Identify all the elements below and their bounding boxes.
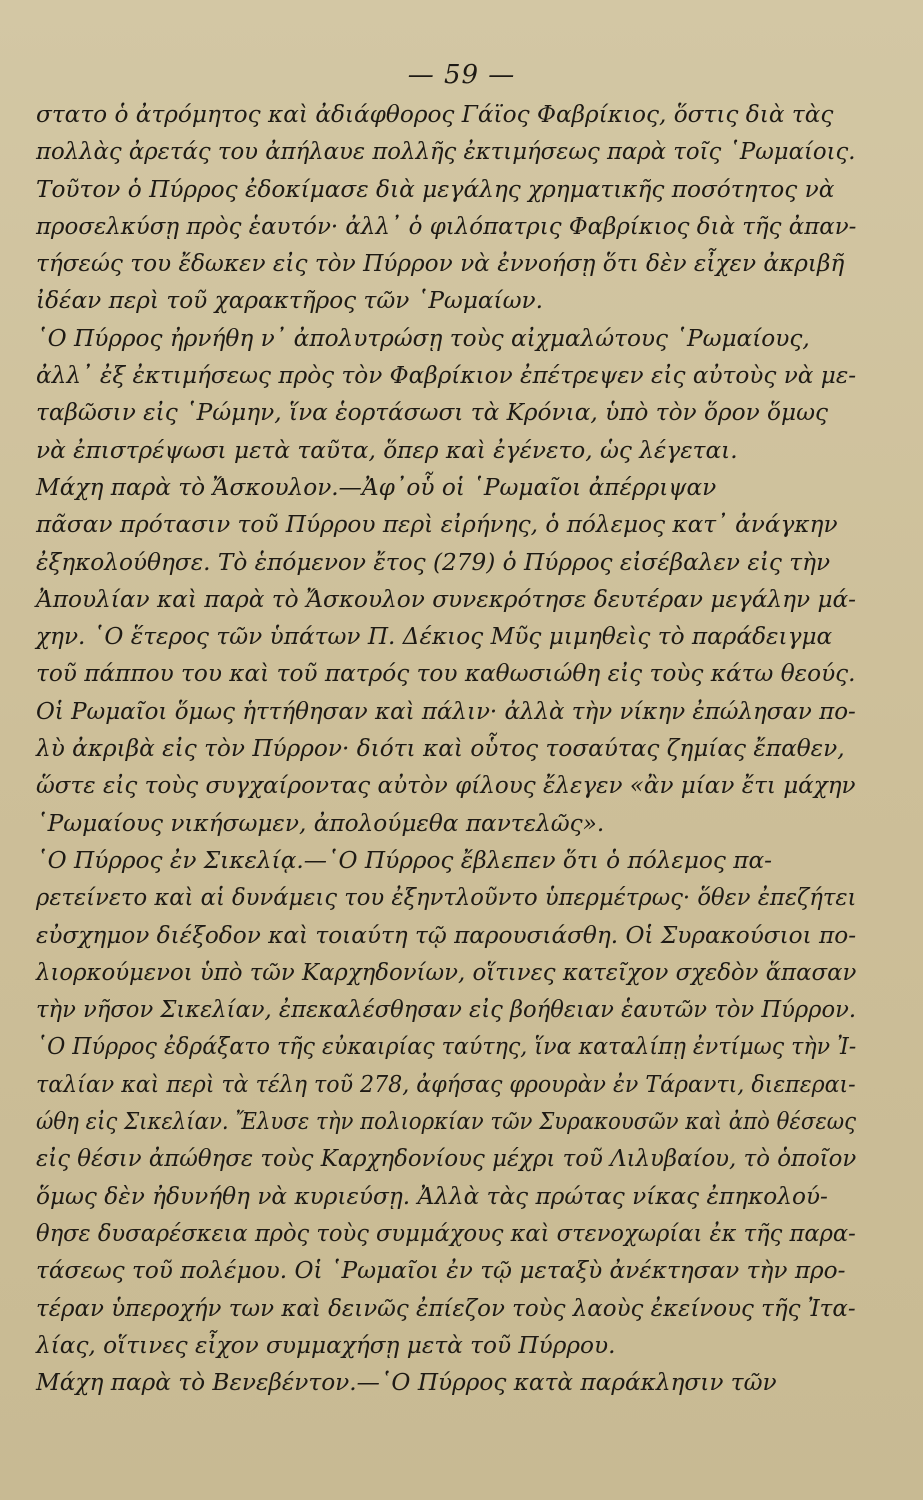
text-line: ῾Ο Πύρρος ἐν Σικελίᾳ.—῾Ο Πύρρος ἔβλεπεν ὅτι ὁ πόλεμος πα-: [36, 846, 772, 874]
text-line: νὰ ἐπιστρέψωσι μετὰ ταῦτα, ὅπερ καὶ ἐγένετο, ὡς λέγεται.: [36, 436, 738, 464]
text-line: ἀλλ᾽ ἐξ ἐκτιμήσεως πρὸς τὸν Φαβρίκιον ἐπέτρεψεν εἰς αὐτοὺς νὰ με-: [36, 362, 857, 390]
text-line: ταβῶσιν εἰς ῾Ρώμην, ἵνα ἑορτάσωσι τὰ Κρόνια, ὑπὸ τὸν ὅρον ὅμως: [36, 399, 828, 427]
text-line: εὐσχημον διέξοδον καὶ τοιαύτη τῷ παρουσιάσθη. Οἱ Συρακούσιοι πο-: [36, 921, 857, 949]
text-line: ὥστε εἰς τοὺς συγχαίροντας αὐτὸν φίλους ἔλεγεν «ἂν μίαν ἔτι μάχην: [36, 772, 856, 800]
text-line: λιορκούμενοι ὑπὸ τῶν Καρχηδονίων, οἵτινες κατεῖχον σχεδὸν ἅπασαν: [36, 958, 857, 986]
text-line: Τοῦτον ὁ Πύρρος ἐδοκίμασε διὰ μεγάλης χρηματικῆς ποσότητος νὰ: [36, 175, 835, 203]
text-line: θησε δυσαρέσκεια πρὸς τοὺς συμμάχους καὶ στενοχωρίαι ἐκ τῆς παρα-: [36, 1219, 856, 1247]
text-line: τάσεως τοῦ πολέμου. Οἱ ῾Ρωμαῖοι ἐν τῷ μεταξὺ ἀνέκτησαν τὴν προ-: [36, 1257, 846, 1285]
text-line: ῾Ο Πύρρος ἠρνήθη ν᾽ ἀπολυτρώσῃ τοὺς αἰχμαλώτους ῾Ρωμαίους,: [36, 324, 810, 352]
text-line: Μάχη παρὰ τὸ Βενεβέντον.—῾Ο Πύρρος κατὰ παράκλησιν τῶν: [36, 1369, 777, 1397]
text-line: τέραν ὑπεροχήν των καὶ δεινῶς ἐπίεζον τοὺς λαοὺς ἐκείνους τῆς Ἰτα-: [36, 1294, 856, 1322]
text-line: ἐξηκολούθησε. Τὸ ἑπόμενον ἔτος (279) ὁ Πύρρος εἰσέβαλεν εἰς τὴν: [36, 548, 831, 576]
text-line: Ἀπουλίαν καὶ παρὰ τὸ Ἄσκουλον συνεκρότησε δευτέραν μεγάλην μά-: [36, 585, 857, 613]
text-line: πολλὰς ἀρετάς του ἀπήλαυε πολλῆς ἐκτιμήσεως παρὰ τοῖς ῾Ρωμαίοις.: [36, 138, 856, 166]
text-line: στατο ὁ ἀτρόμητος καὶ ἀδιάφθορος Γάϊος Φαβρίκιος, ὅστις διὰ τὰς: [36, 101, 834, 128]
text-line: λίας, οἵτινες εἶχον συμμαχήσῃ μετὰ τοῦ Πύρρου.: [36, 1331, 616, 1359]
text-line: ῾Ρωμαίους νικήσωμεν, ἀπολούμεθα παντελῶς».: [36, 809, 605, 837]
text-line: πᾶσαν πρότασιν τοῦ Πύρρου περὶ εἰρήνης, ὁ πόλεμος κατ᾽ ἀνάγκην: [36, 511, 838, 539]
text-line: ῾Ο Πύρρος ἐδράξατο τῆς εὐκαιρίας ταύτης, ἵνα καταλίπῃ ἐντίμως τὴν Ἰ-: [36, 1033, 857, 1061]
text-line: χην. ῾Ο ἕτερος τῶν ὑπάτων Π. Δέκιος Μῦς μιμηθεὶς τὸ παράδειγμα: [36, 623, 833, 651]
text-line: ρετείνετο καὶ αἱ δυνάμεις του ἐξηντλοῦντο ὑπερμέτρως· ὅθεν ἐπεζήτει: [36, 884, 857, 912]
text-line: τήσεώς του ἔδωκεν εἰς τὸν Πύρρον νὰ ἐννοήσῃ ὅτι δὲν εἶχεν ἀκριβῆ: [36, 250, 845, 278]
text-line: ώθη εἰς Σικελίαν. Ἔλυσε τὴν πολιορκίαν τῶν Συρακουσῶν καὶ ἀπὸ θέσεως: [36, 1108, 857, 1136]
text-line: ὅμως δὲν ἠδυνήθη νὰ κυριεύσῃ. Ἀλλὰ τὰς πρώτας νίκας ἐπηκολού-: [36, 1182, 828, 1210]
text-line: Οἱ Ρωμαῖοι ὅμως ἡττήθησαν καὶ πάλιν· ἀλλὰ τὴν νίκην ἐπώλησαν πο-: [36, 697, 856, 725]
text-line: ἰδέαν περὶ τοῦ χαρακτῆρος τῶν ῾Ρωμαίων.: [36, 287, 544, 315]
text-line: τοῦ πάππου του καὶ τοῦ πατρός του καθωσιώθη εἰς τοὺς κάτω θεούς.: [36, 660, 856, 688]
page-number: — 59 —: [407, 60, 516, 90]
text-line: λὺ ἀκριβὰ εἰς τὸν Πύρρον· διότι καὶ οὗτος τοσαύτας ζημίας ἔπαθεν,: [36, 735, 845, 763]
text-line: εἰς θέσιν ἀπώθησε τοὺς Καρχηδονίους μέχρι τοῦ Λιλυβαίου, τὸ ὁποῖον: [36, 1145, 857, 1173]
text-line: τὴν νῆσον Σικελίαν, ἐπεκαλέσθησαν εἰς βοήθειαν ἑαυτῶν τὸν Πύρρον.: [36, 996, 857, 1024]
body-text: [36, 96, 856, 1401]
text-line: ταλίαν καὶ περὶ τὰ τέλη τοῦ 278, ἀφήσας φρουρὰν ἐν Τάραντι, διεπεραι-: [36, 1070, 856, 1098]
text-line: προσελκύσῃ πρὸς ἑαυτόν· ἀλλ᾽ ὁ φιλόπατρις Φαβρίκιος διὰ τῆς ἀπαν-: [36, 212, 857, 240]
text-line: Μάχη παρὰ τὸ Ἄσκουλον.—Ἀφ᾽οὗ οἱ ῾Ρωμαῖοι ἀπέρριψαν: [36, 473, 717, 501]
